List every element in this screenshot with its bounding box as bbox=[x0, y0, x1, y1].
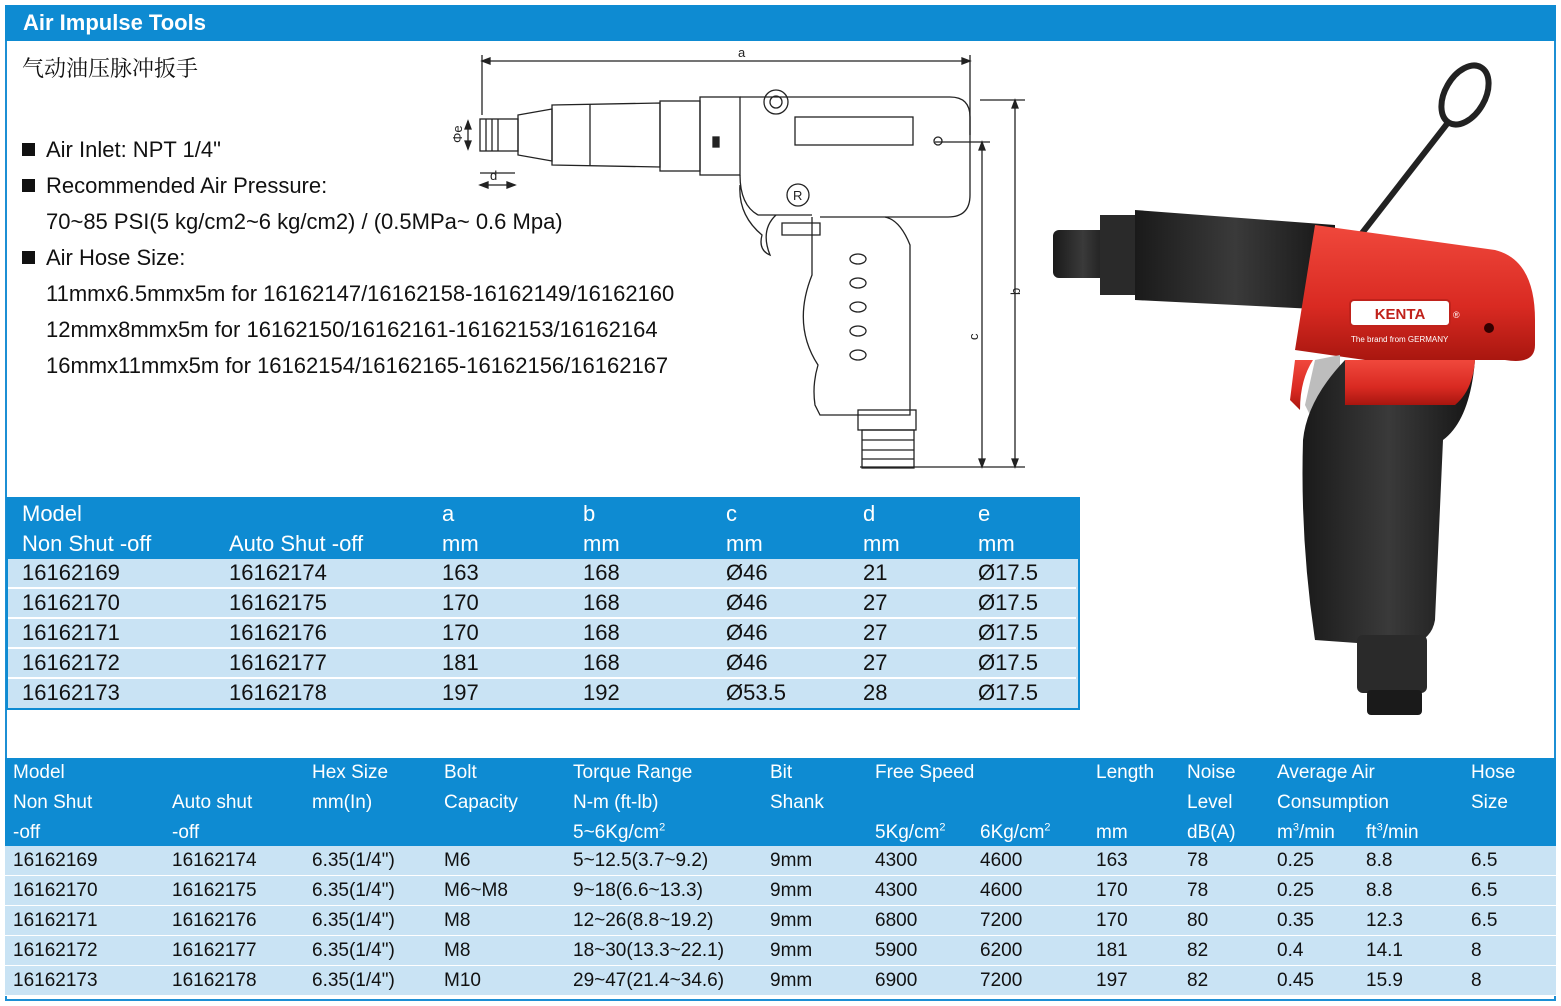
spec-header-model: Model bbox=[13, 762, 65, 783]
dim-label-c: c bbox=[966, 333, 981, 340]
spec-hose-line-2: 12mmx8mmx5m for 16162150/16162161-16162153/16162164 bbox=[46, 317, 658, 342]
spec-header-capacity: Capacity bbox=[444, 792, 518, 813]
dim-header-non-shut: Non Shut -off bbox=[22, 531, 152, 556]
dimension-table bbox=[6, 497, 1080, 710]
spec-header-ft3: $ft^3/\min$ bbox=[1366, 821, 1419, 843]
bullet-icon bbox=[22, 143, 35, 156]
dim-label-b: b bbox=[1008, 287, 1023, 295]
spec-header-non-shut: Non Shut bbox=[13, 792, 93, 813]
dim-header-d-unit: mm bbox=[863, 531, 900, 556]
table-row: 16162172 16162177 181 168 Ø46 27 Ø17.5 bbox=[8, 649, 1076, 679]
dim-header-model: Model bbox=[22, 501, 82, 526]
page-title: Air Impulse Tools bbox=[5, 5, 1556, 41]
spec-header-noise: Noise bbox=[1187, 762, 1236, 783]
table-row: 16162169 16162174 163 168 Ø46 21 Ø17.5 bbox=[8, 559, 1076, 589]
spec-header-shank: Shank bbox=[770, 792, 824, 813]
spec-header-torque: Torque Range bbox=[573, 762, 693, 783]
specifications-table bbox=[5, 758, 1556, 1001]
spec-hose: Air Hose Size: bbox=[22, 240, 674, 276]
table-row: 16162169 16162174 6.35(1/4") M6 5~12.5(3.7~9.2) 9mm 4300 4600 163 78 0.25 8.8 6.5 bbox=[5, 846, 1556, 876]
brand-logo-text: KENTA bbox=[1374, 306, 1426, 323]
table-row: 16162170 16162175 6.35(1/4") M6~M8 9~18(6.6~13.3) 9mm 4300 4600 170 78 0.25 8.8 6.5 bbox=[5, 876, 1556, 906]
bullet-icon bbox=[22, 251, 35, 264]
dim-label-d: d bbox=[490, 168, 498, 183]
spec-header-torque-unit: N-m (ft-lb) bbox=[573, 792, 659, 813]
spec-header-non-shut-off: -off bbox=[13, 822, 41, 843]
spec-header-auto-shut-off: -off bbox=[172, 822, 200, 843]
dim-label-r: R bbox=[793, 188, 803, 203]
tool-dimension-diagram bbox=[440, 45, 1040, 485]
spec-header-length-unit: mm bbox=[1096, 822, 1128, 843]
spec-air-pressure-value: 70~85 PSI(5 kg/cm2~6 kg/cm2) / (0.5MPa~ 0.6 Mpa) bbox=[46, 209, 563, 234]
spec-header-consumption: Consumption bbox=[1277, 792, 1389, 813]
spec-air-pressure: Recommended Air Pressure: bbox=[22, 168, 674, 204]
dim-header-e: e bbox=[978, 501, 991, 526]
spec-hose-line-1: 11mmx6.5mmx5m for 16162147/16162158-16162149/16162160 bbox=[46, 281, 675, 306]
table-row: 16162171 16162176 6.35(1/4") M8 12~26(8.8~19.2) 9mm 6800 7200 170 80 0.35 12.3 6.5 bbox=[5, 906, 1556, 936]
brand-registered-mark: ® bbox=[1453, 310, 1460, 320]
dim-header-c-unit: mm bbox=[726, 531, 763, 556]
table-row: 16162173 16162178 6.35(1/4") M10 29~47(21.4~34.6) 9mm 6900 7200 197 82 0.45 15.9 8 bbox=[5, 966, 1556, 996]
table-row: 16162173 16162178 197 192 Ø53.5 28 Ø17.5 bbox=[8, 679, 1076, 707]
spec-header-hose-size: Size bbox=[1471, 792, 1508, 813]
brand-tagline: The brand from GERMANY bbox=[1351, 335, 1449, 344]
dim-label-a: a bbox=[738, 45, 746, 60]
dim-header-c: c bbox=[726, 501, 737, 526]
dim-header-auto-shut: Auto Shut -off bbox=[229, 531, 364, 556]
dim-header-a-unit: mm bbox=[442, 531, 479, 556]
spec-header-length: Length bbox=[1096, 762, 1155, 783]
dim-header-a: a bbox=[442, 501, 455, 526]
spec-header-hose: Hose bbox=[1471, 762, 1516, 783]
dim-header-b-unit: mm bbox=[583, 531, 620, 556]
dim-label-e: Φe bbox=[450, 125, 465, 143]
bullet-icon bbox=[22, 179, 35, 192]
spec-header-speed-6: $6Kg/cm^2$ bbox=[980, 821, 1051, 843]
spec-table-header bbox=[5, 758, 1556, 846]
dim-header-e-unit: mm bbox=[978, 531, 1015, 556]
table-row: 16162170 16162175 170 168 Ø46 27 Ø17.5 bbox=[8, 589, 1076, 619]
table-row: 16162172 16162177 6.35(1/4") M8 18~30(13.3~22.1) 9mm 5900 6200 181 82 0.4 14.1 8 bbox=[5, 936, 1556, 966]
spec-header-hex-unit: mm(In) bbox=[312, 792, 373, 813]
spec-header-hex-size: Hex Size bbox=[312, 762, 389, 783]
spec-header-average-air: Average Air bbox=[1277, 762, 1375, 783]
spec-header-bit: Bit bbox=[770, 762, 793, 783]
spec-air-inlet: Air Inlet: NPT 1/4" bbox=[22, 132, 674, 168]
spec-header-free-speed: Free Speed bbox=[875, 762, 975, 783]
dim-header-d: d bbox=[863, 501, 876, 526]
spec-header-bolt: Bolt bbox=[444, 762, 477, 783]
table-row: 16162171 16162176 170 168 Ø46 27 Ø17.5 bbox=[8, 619, 1076, 649]
spec-header-level: Level bbox=[1187, 792, 1233, 813]
product-photo bbox=[1045, 60, 1545, 725]
spec-header-noise-unit: dB(A) bbox=[1187, 822, 1236, 843]
spec-header-speed-5: $5Kg/cm^2$ bbox=[875, 821, 946, 843]
spec-hose-line-3: 16mmx11mmx5m for 16162154/16162165-16162156/16162167 bbox=[46, 353, 669, 378]
spec-header-auto-shut: Auto shut bbox=[172, 792, 253, 813]
spec-header-m3: $m^3/\min$ bbox=[1277, 821, 1335, 843]
dimension-table-header bbox=[6, 497, 1080, 559]
chinese-subtitle: 气动油压脉冲扳手 bbox=[22, 57, 199, 82]
spec-header-torque-pressure: $5\sim 6Kg/cm^2$ bbox=[573, 821, 666, 843]
dim-header-b: b bbox=[583, 501, 596, 526]
